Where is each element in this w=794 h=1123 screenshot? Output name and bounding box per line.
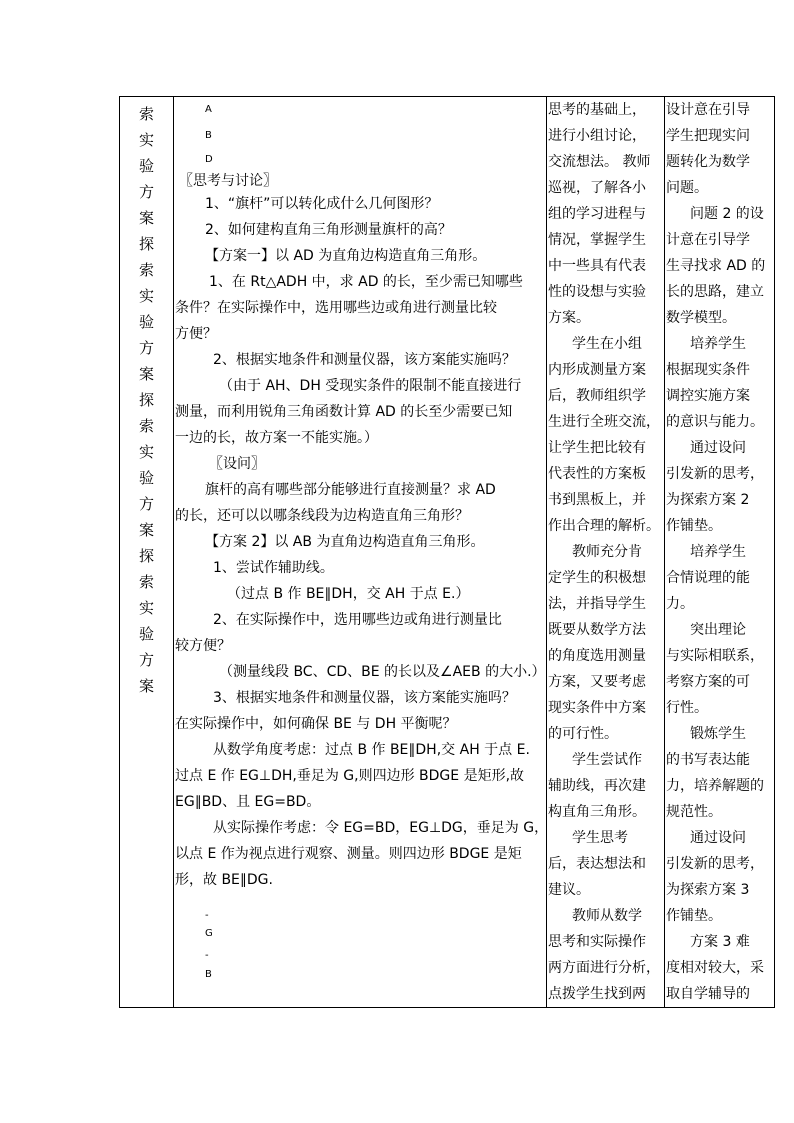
math-view-cont: EG∥BD、且 EG=BD。 xyxy=(175,794,321,810)
stage-label-char: 索 xyxy=(138,261,154,279)
activity-line: 情况，掌握学生 xyxy=(548,232,646,248)
intent-line: 与实际相联系， xyxy=(666,648,764,664)
stage-label-char: 案 xyxy=(138,365,154,383)
figure-label-g: G xyxy=(205,928,213,939)
activity-line: 点拨学生找到两 xyxy=(548,986,646,1002)
activities-text xyxy=(548,97,664,1007)
activity-line: 教师充分肯 xyxy=(572,544,642,560)
stage-label-char: 实 xyxy=(138,599,154,617)
intent-line: 计意在引导学 xyxy=(666,232,750,248)
intent-line: 的书写表达能 xyxy=(666,752,750,768)
intent-line: 数学模型。 xyxy=(666,310,736,326)
stage-label-char: 案 xyxy=(138,521,154,539)
intent-line: 问题。 xyxy=(666,180,708,196)
plan-2-step-1-note: （过点 B 作 BE∥DH，交 AH 于点 E.） xyxy=(227,586,470,602)
plan-1-note: （由于 AH、DH 受现实条件的限制不能直接进行 xyxy=(219,378,522,394)
design-intent-column xyxy=(666,97,774,1007)
activity-line: 中一些具有代表 xyxy=(548,258,646,274)
plan-1-note-cont: 一边的长，故方案一不能实施。） xyxy=(175,430,378,446)
activity-line: 学生尝试作 xyxy=(572,752,642,768)
stage-label xyxy=(120,101,173,699)
activity-line: 的角度选用测量 xyxy=(548,648,646,664)
activity-line: 学生思考 xyxy=(572,830,628,846)
plan-1-heading: 【方案一】以 AD 为直角边构造直角三角形。 xyxy=(205,248,487,264)
activity-line: 法，并指导学生 xyxy=(548,596,646,612)
stage-label-char: 方 xyxy=(138,651,154,669)
activity-line: 进行小组讨论， xyxy=(548,128,646,144)
activity-line: 后，表达想法和 xyxy=(548,856,646,872)
activity-line: 性的设想与实验 xyxy=(548,284,646,300)
intent-line: 作铺垫。 xyxy=(666,908,722,924)
intent-line: 为探索方案 2 xyxy=(666,492,750,508)
intent-line: 设计意在引导 xyxy=(666,102,750,118)
question-text: 旗杆的高有哪些部分能够进行直接测量？求 AD xyxy=(205,482,496,498)
stage-label-char: 方 xyxy=(138,495,154,513)
intent-line: 锻炼学生 xyxy=(690,726,746,742)
activity-line: 交流想法。 教师 xyxy=(548,154,651,170)
stage-label-char: 方 xyxy=(138,339,154,357)
plan-2-heading: 【方案 2】以 AB 为直角边构造直角三角形。 xyxy=(205,534,485,550)
intent-line: 题转化为数学 xyxy=(666,154,750,170)
plan-1-note-cont: 测量，而利用锐角三角函数计算 AD 的长至少需要已知 xyxy=(175,404,513,420)
activity-line: 方案。 xyxy=(548,310,590,326)
activity-line: 辅助线，再次建 xyxy=(548,778,646,794)
intent-line: 通过设问 xyxy=(690,440,746,456)
activity-line: 思考和实际操作 xyxy=(548,934,646,950)
intent-line: 培养学生 xyxy=(690,544,746,560)
stage-label-char: 验 xyxy=(138,469,154,487)
spacer xyxy=(175,893,548,909)
intent-line: 作铺垫。 xyxy=(666,518,722,534)
intent-line: 力。 xyxy=(666,596,694,612)
stage-label-char: 方 xyxy=(138,183,154,201)
stage-label-char: 实 xyxy=(138,287,154,305)
activity-line: 教师从数学 xyxy=(572,908,642,924)
practice-view-cont: 以点 E 作为视点进行观察、测量。则四边形 BDGE 是矩 xyxy=(175,846,522,862)
plan-2-step-3-cont: 在实际操作中，如何确保 BE 与 DH 平衡呢？ xyxy=(175,716,457,732)
stage-label-column xyxy=(120,97,173,1007)
intent-line: 根据现实条件 xyxy=(666,362,750,378)
practice-view: 从实际操作考虑：令 EG=BD，EG⊥DG，垂足为 G， xyxy=(213,820,548,836)
intent-line: 学生把现实问 xyxy=(666,128,750,144)
stage-label-char: 验 xyxy=(138,157,154,175)
column-divider xyxy=(173,97,174,1007)
plan-2-step-2: 2、在实际操作中，选用哪些边或角进行测量比 xyxy=(213,612,502,628)
activity-line: 后，教师组织学 xyxy=(548,388,646,404)
math-view: 从数学角度考虑：过点 B 作 BE∥DH,交 AH 于点 E. xyxy=(213,742,530,758)
lesson-table xyxy=(119,96,775,1008)
stage-label-char: 案 xyxy=(138,209,154,227)
stage-label-char: 探 xyxy=(138,235,154,253)
intent-line: 引发新的思考， xyxy=(666,466,764,482)
stage-label-char: 索 xyxy=(138,417,154,435)
figure-dash: - xyxy=(205,910,209,921)
figure-label-d: D xyxy=(205,154,213,165)
activity-line: 的可行性。 xyxy=(548,726,618,742)
plan-2-step-1: 1、尝试作辅助线。 xyxy=(213,560,334,576)
column-divider xyxy=(664,97,665,1007)
activity-line: 既要从数学方法 xyxy=(548,622,646,638)
plan-1-step-1-cont: 方便？ xyxy=(175,326,217,342)
intent-line: 的意识与能力。 xyxy=(666,414,764,430)
plan-1-step-2: 2、根据实地条件和测量仪器，该方案能实施吗？ xyxy=(213,352,516,368)
intent-line: 度相对较大，采 xyxy=(666,960,764,976)
intent-line: 问题 2 的设 xyxy=(690,206,764,222)
stage-label-char: 索 xyxy=(138,573,154,591)
design-intent-text xyxy=(666,97,774,1007)
activity-line: 方案，又要考虑 xyxy=(548,674,646,690)
intent-line: 长的思路，建立 xyxy=(666,284,764,300)
activity-line: 建议。 xyxy=(548,882,590,898)
plan-2-step-2-note: （测量线段 BC、CD、BE 的长以及∠AEB 的大小.） xyxy=(219,664,546,680)
activity-line: 巡视，了解各小 xyxy=(548,180,646,196)
intent-line: 通过设问 xyxy=(690,830,746,846)
activity-line: 思考的基础上， xyxy=(548,102,646,118)
activity-line: 让学生把比较有 xyxy=(548,440,646,456)
figure-label-a: A xyxy=(205,104,212,115)
intent-line: 规范性。 xyxy=(666,804,722,820)
activity-line: 现实条件中方案 xyxy=(548,700,646,716)
math-view-cont: 过点 E 作 EG⊥DH,垂足为 G,则四边形 BDGE 是矩形,故 xyxy=(175,768,525,784)
intent-line: 突出理论 xyxy=(690,622,746,638)
intent-line: 方案 3 难 xyxy=(690,934,750,950)
activity-line: 学生在小组 xyxy=(572,336,642,352)
intent-line: 考察方案的可 xyxy=(666,674,750,690)
plan-2-step-2-cont: 较方便？ xyxy=(175,638,231,654)
intent-line: 引发新的思考， xyxy=(666,856,764,872)
stage-label-char: 验 xyxy=(138,625,154,643)
stage-label-char: 案 xyxy=(138,677,154,695)
stage-label-char: 索 xyxy=(138,105,154,123)
activity-line: 代表性的方案板 xyxy=(548,466,646,482)
stage-label-char: 探 xyxy=(138,547,154,565)
activity-line: 生进行全班交流， xyxy=(548,414,660,430)
activity-line: 两方面进行分析， xyxy=(548,960,660,976)
figure-label-b-bottom: B xyxy=(205,969,212,980)
question-2: 2、如何建构直角三角形测量旗杆的高？ xyxy=(205,222,452,238)
section-heading-discussion: 〖思考与讨论〗 xyxy=(179,173,277,189)
stage-label-char: 探 xyxy=(138,391,154,409)
plan-2-step-3: 3、根据实地条件和测量仪器，该方案能实施吗？ xyxy=(213,690,516,706)
stage-label-char: 验 xyxy=(138,313,154,331)
practice-view-cont: 形，故 BE∥DG. xyxy=(175,872,273,888)
plan-1-step-1: 1、在 Rt△ADH 中，求 AD 的长，至少需已知哪些 xyxy=(209,274,523,290)
intent-line: 为探索方案 3 xyxy=(666,882,750,898)
stage-label-char: 实 xyxy=(138,443,154,461)
activity-line: 书到黑板上，并 xyxy=(548,492,646,508)
teaching-content-column xyxy=(175,97,548,1007)
intent-line: 取自学辅导的 xyxy=(666,986,750,1002)
intent-line: 行性。 xyxy=(666,700,708,716)
activities-column xyxy=(548,97,664,1007)
question-1: 1、“旗杆”可以转化成什么几何图形？ xyxy=(205,196,439,212)
activity-line: 定学生的积极想 xyxy=(548,570,646,586)
intent-line: 力，培养解题的 xyxy=(666,778,764,794)
intent-line: 培养学生 xyxy=(690,336,746,352)
figure-label-b: B xyxy=(205,130,212,141)
activity-line: 构直角三角形。 xyxy=(548,804,646,820)
activity-line: 作出合理的解析。 xyxy=(548,518,660,534)
stage-label-char: 实 xyxy=(138,131,154,149)
activity-line: 内形成测量方案 xyxy=(548,362,646,378)
intent-line: 生寻找求 AD 的 xyxy=(666,258,766,274)
question-text-cont: 的长，还可以以哪条线段为边构造直角三角形？ xyxy=(175,508,469,524)
figure-dash: - xyxy=(205,950,209,961)
section-heading-question: 〖设问〗 xyxy=(209,456,265,472)
intent-line: 调控实施方案 xyxy=(666,388,750,404)
plan-1-step-1-cont: 条件？在实际操作中，选用哪些边或角进行测量比较 xyxy=(175,300,497,316)
intent-line: 合情说理的能 xyxy=(666,570,750,586)
activity-line: 组的学习进程与 xyxy=(548,206,646,222)
